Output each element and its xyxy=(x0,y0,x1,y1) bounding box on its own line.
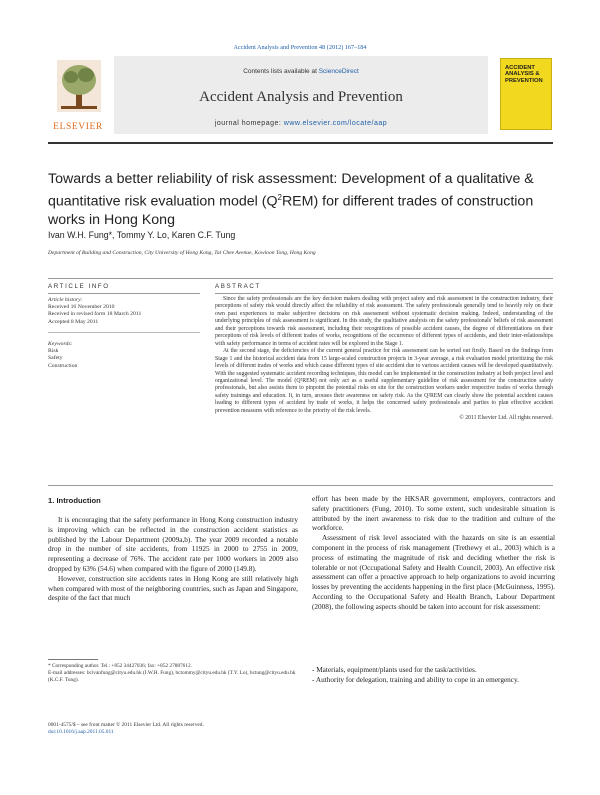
article-info-divider xyxy=(48,293,200,294)
article-info-heading: ARTICLE INFO xyxy=(48,283,110,290)
sciencedirect-link[interactable]: ScienceDirect xyxy=(318,68,359,75)
title-superscript: 2 xyxy=(277,192,282,202)
intro-paragraph-4: Assessment of risk level associated with the hazards on site is an essential component in the process of risk management (Trethewy et al., 2003) which is a process of estimating the magnitude of risk and deciding whether the risk is tolerable or not (Occupational Safety and Health Council, 2003). An effective risk assessment can offer a proactive approach to help organizations to avoid incurring losses by preventing the accidents happening in the first place (McGuinness, 1995). According to the Occupational Safety and Health Branch, Labour Department (2008), the following aspects should be taken into account for risk assessment: xyxy=(312,534,555,611)
body-left-column xyxy=(48,516,298,604)
header-divider xyxy=(48,142,553,144)
contents-line xyxy=(114,68,488,75)
keyword-item: Safety xyxy=(48,355,63,362)
journal-band xyxy=(114,56,488,134)
corresponding-author: * Corresponding author. Tel.: +852 34427036; fax: +852 27887612. xyxy=(48,663,192,669)
article-authors: Ivan W.H. Fung*, Tommy Y. Lo, Karen C.F. Tung xyxy=(48,230,236,240)
elsevier-tree-icon xyxy=(57,60,101,112)
article-affiliation: Department of Building and Construction, City University of Hong Kong, Tat Chee Avenue, Kowloon Tong, Hong Kong xyxy=(48,250,316,256)
keyword-item: Risk xyxy=(48,348,59,355)
article-title xyxy=(48,170,558,229)
elsevier-wordmark: ELSEVIER xyxy=(53,122,103,132)
corresponding-footnote xyxy=(48,663,298,684)
abstract-copyright: © 2011 Elsevier Ltd. All rights reserved. xyxy=(459,415,553,422)
homepage-line xyxy=(114,120,488,127)
abstract-body xyxy=(215,296,553,423)
issn-line: 0001-4575/$ – see front matter © 2011 Elsevier Ltd. All rights reserved. xyxy=(48,722,204,728)
homepage-prefix: journal homepage: xyxy=(214,120,284,127)
abstract-divider xyxy=(215,293,553,294)
list-item: - Materials, equipment/plants used for the task/activities. xyxy=(312,666,477,674)
journal-title: Accident Analysis and Prevention xyxy=(199,89,403,105)
intro-paragraph-2: However, construction site accidents rates in Hong Kong are still relatively high when compared with most of the neighboring countries, such as Japan and Singapore, despite of the fact that much xyxy=(48,574,298,603)
abstract-paragraph-2: At the second stage, the deficiencies of the current general practice for risk assessment can be sorted out firstly. Based on the findings from Stage 1 and the historical accident data from 15 large-scaled construction projects in 3-year average, a risk evaluation model prioritizing the risk levels of different trades of works and which cause different types of site accident due to various accident causes will be developed quantitatively. With the suggested systematic accident recording techniques, this model can be implemented in the construction industry at both project level and organizational level. The model (Q²REM) not only act as a useful supplementary guideline of risk assessment for the construction safety professionals, but also assists them to pinpoint the potential risks on site for the construction workers under respective trades of works through safety trainings and education. It, in turn, arouses their awareness on safety risk. As the Q²REM can clearly show the potential accident causes leading to different types of accident by trade of works, it helps the concerned safety professionals and parties to plan effective accident prevention measures with reference to the priority of the risk levels. xyxy=(215,348,553,414)
author-emails[interactable]: E-mail addresses: bcivanfung@cityu.edu.hk (I.W.H. Fung), bctommy@cityu.edu.hk (T.Y. Lo), bctung@cityu.edu.hk (K.C.F. Tung). xyxy=(48,670,296,683)
history-accepted: Accepted 8 May 2011 xyxy=(48,318,99,325)
section-divider xyxy=(48,278,553,279)
journal-citation[interactable]: Accident Analysis and Prevention 48 (2012) 167–184 xyxy=(233,44,367,51)
keywords-divider xyxy=(48,332,200,333)
journal-header xyxy=(48,56,553,136)
page-footer xyxy=(48,722,308,736)
history-revised: Received in revised form 18 March 2011 xyxy=(48,311,142,318)
article-history xyxy=(48,297,203,326)
introduction-heading: 1. Introduction xyxy=(48,496,101,505)
body-right-column xyxy=(312,495,555,613)
intro-paragraph-3: effort has been made by the HKSAR government, employers, contractors and safety practitioners (Fung, 2010). To some extent, such undesirable situation is attributed by the inert awareness to risk due to the tradition and culture of the workforce. xyxy=(312,495,555,533)
title-part-2: REM) for different trades of construction works in Hong Kong xyxy=(48,193,534,228)
doi-link[interactable]: doi:10.1016/j.aap.2011.05.011 xyxy=(48,729,114,735)
intro-paragraph-1: It is encouraging that the safety performance in Hong Kong construction industry is improving which can be reflected in the construction accident statistics as published by the Labour Department (2009a,b). The year 2009 recorded a notable drop in the number of site accidents, from 11925 in 2000 to 2755 in 2009, representing a decrease of 76%. The accident rate per 1000 workers in 2009 also dropped by 63% (54.6) when compared with the figure of 2000 (149.8). xyxy=(48,516,298,573)
abstract-heading: ABSTRACT xyxy=(215,283,261,290)
contents-prefix: Contents lists available at xyxy=(243,68,319,75)
homepage-link[interactable]: www.elsevier.com/locate/aap xyxy=(283,120,388,127)
keywords-label: Keywords: xyxy=(48,341,73,347)
list-item: - Authority for delegation, training and ability to cope in an emergency. xyxy=(312,675,519,684)
history-received: Received 16 November 2010 xyxy=(48,304,115,311)
risk-aspects-list xyxy=(312,666,555,686)
keywords-block xyxy=(48,341,203,370)
journal-cover[interactable] xyxy=(500,58,552,130)
keyword-item: Construction xyxy=(48,362,78,369)
title-part-1: Towards a better reliability of risk assessment: Development of a qualitative & quantitative risk evaluation model (Q xyxy=(48,171,534,210)
cover-title: ACCIDENT ANALYSIS & PREVENTION xyxy=(505,65,543,84)
footnote-divider xyxy=(48,659,98,660)
abstract-end-divider xyxy=(48,485,553,486)
history-label: Article history: xyxy=(48,297,83,303)
abstract-paragraph-1: Since the safety professionals are the key decision makers dealing with project safety and risk assessment in the construction industry, their perceptions of safety risk would directly affect the reliability of risk assessment. The safety professionals generally tend to heavily rely on their own past experiences to make subjective decisions on risk assessment without systematic decision making. Indeed, understanding of the underlying principles of risk assessment is significant. In this study, the qualitative analysis on the safety professionals' beliefs of risk assessment and their perceptions towards risk assessment, including their recognitions of possible accident causes, the degree of differentiations on their perceptions of risk levels of different trades of works, recognitions of the occurrence of different types of accidents, and their inter-relationships with safety performance in terms of accident rates will be explored in the Stage 1. xyxy=(215,296,553,347)
elsevier-logo[interactable] xyxy=(48,56,108,134)
